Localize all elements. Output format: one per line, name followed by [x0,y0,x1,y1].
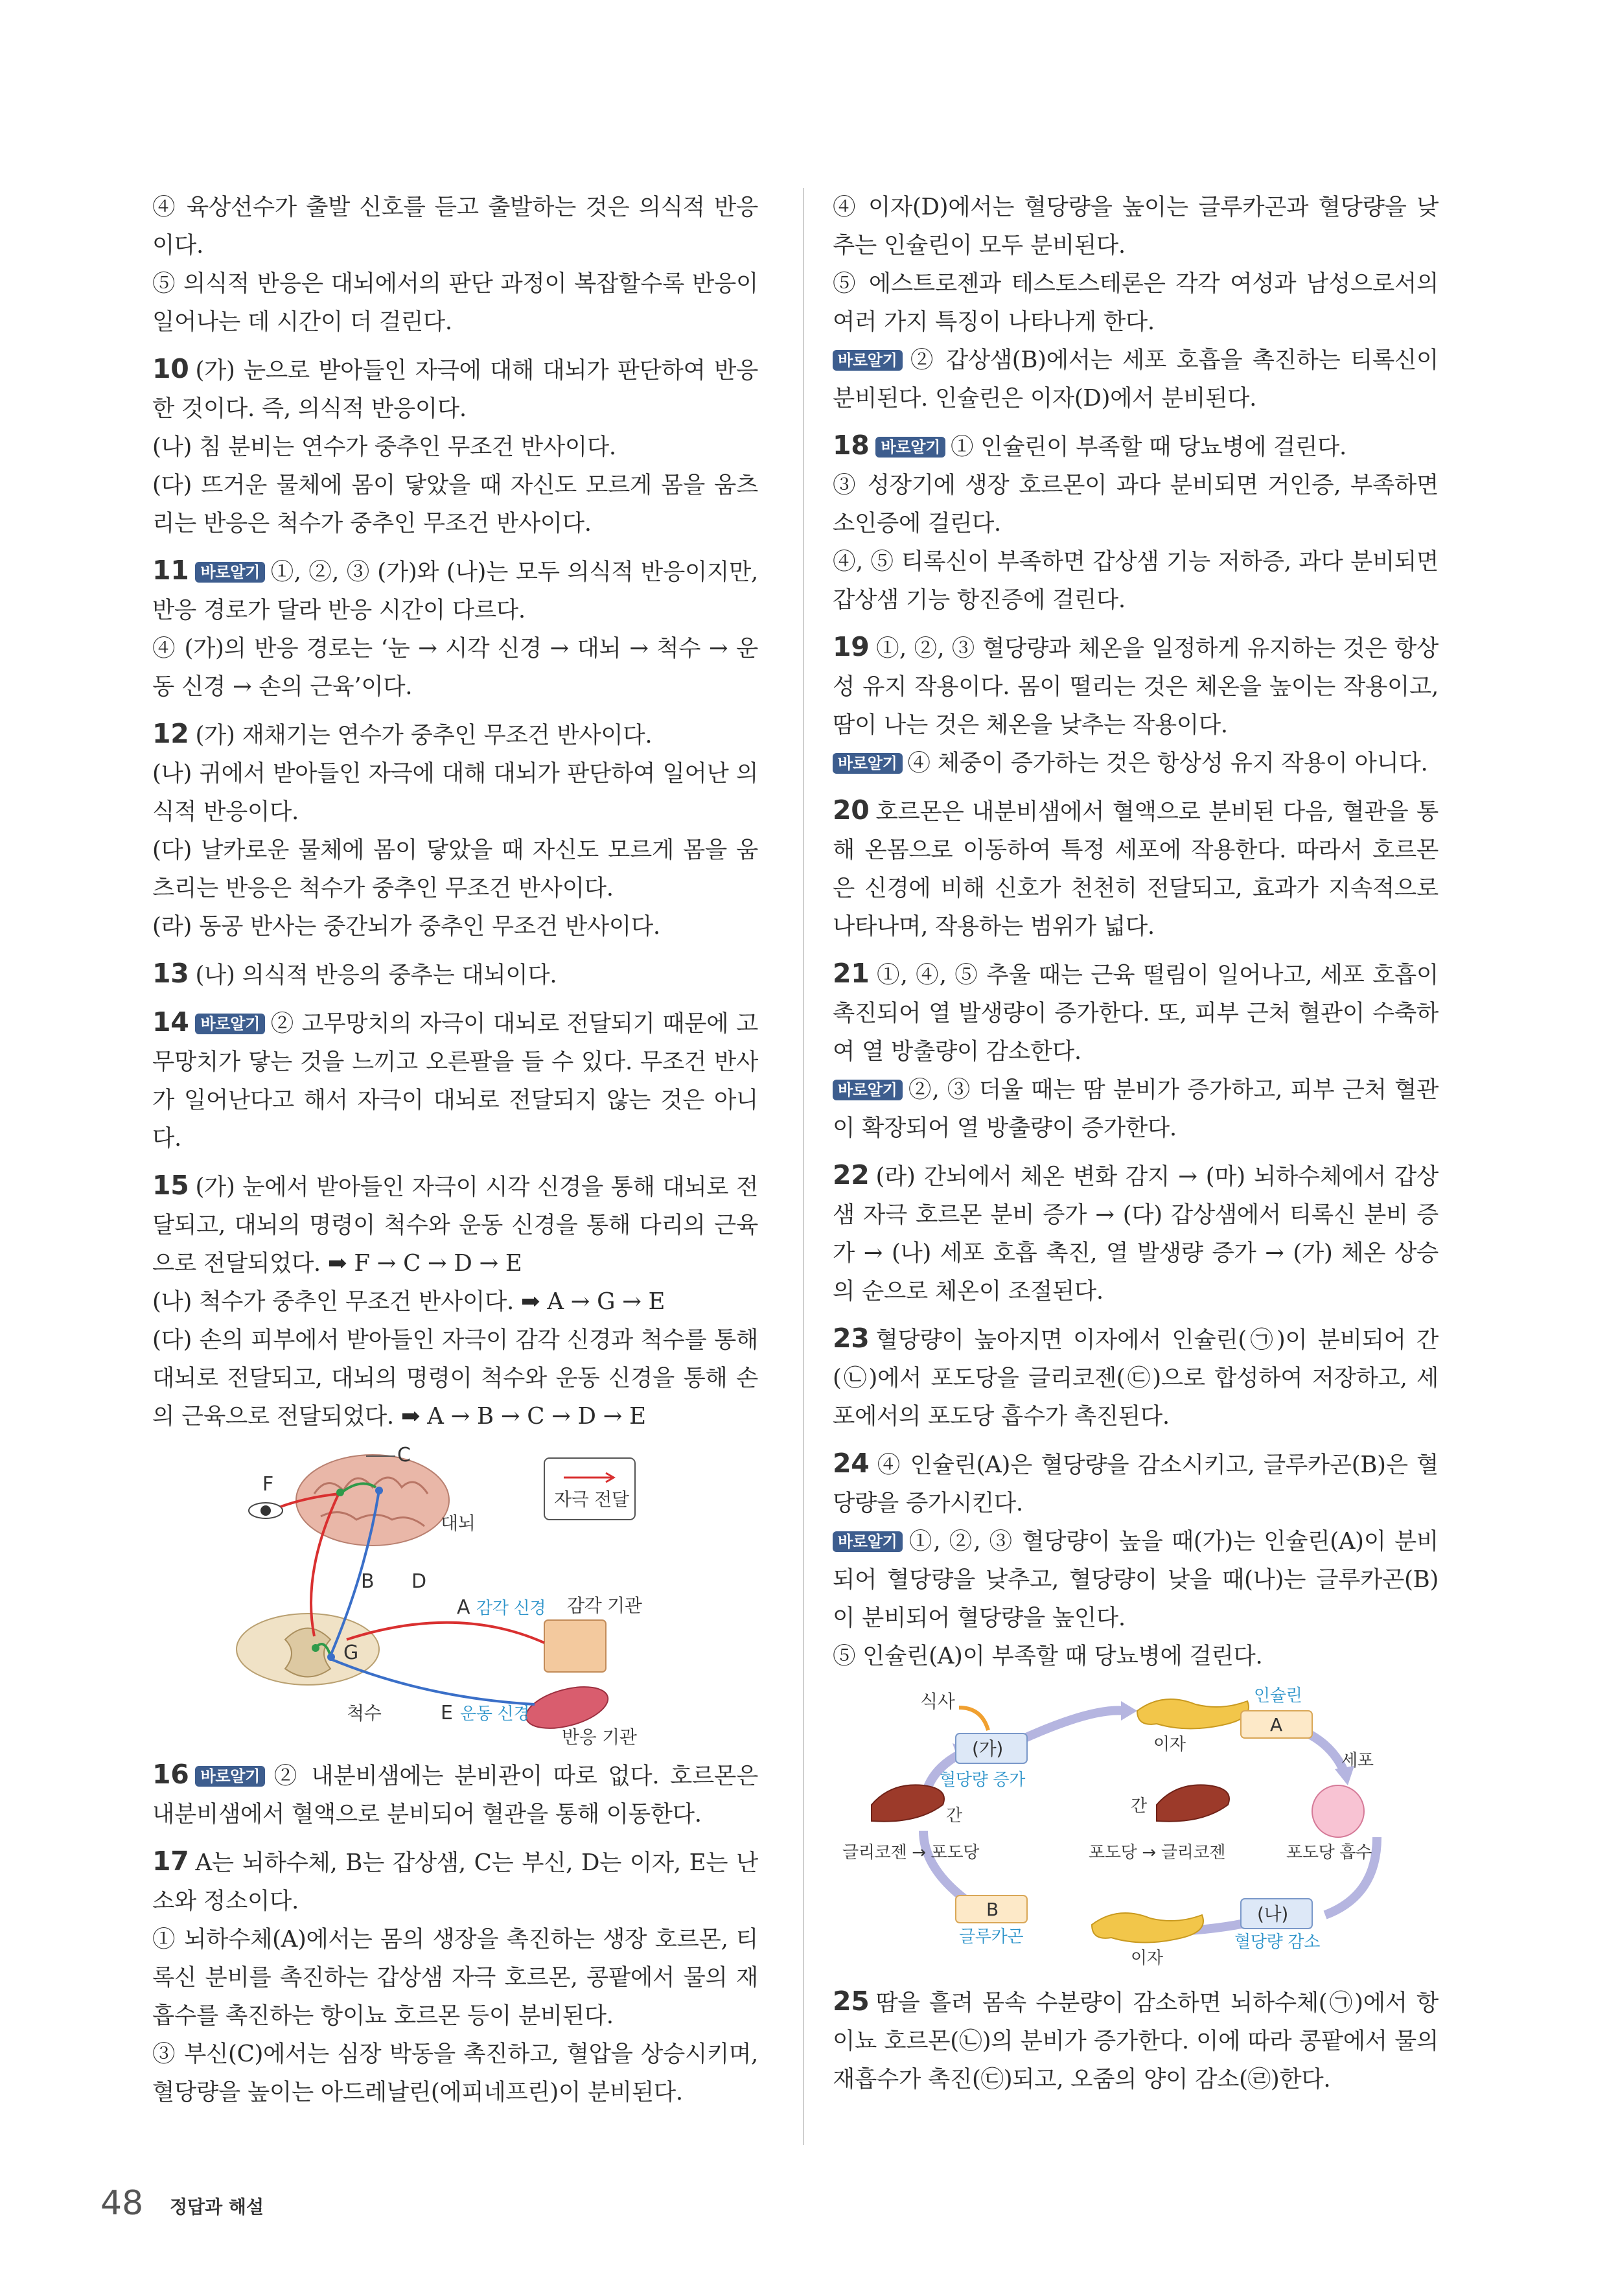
question-14 [152,1003,758,1157]
label-G: G [343,1641,358,1664]
question-13 [152,955,758,994]
correction-badge: 바로알기 [833,1531,903,1552]
answer-text: (나) 척수가 중추인 무조건 반사이다. ➡ A → G → E [152,1288,665,1315]
cell-cluster-icon [1312,1785,1364,1837]
question-25 [833,1982,1439,2098]
answer-text: ③ 부신(C)에서는 심장 박동을 촉진하고, 혈압을 상승시키며, 혈당량을 높이는 아드레날린(에피네프린)이 분비된다. [152,2041,758,2105]
label-ga: (가) [972,1738,1003,1759]
answer-text: ③ 성장기에 생장 호르몬이 과다 분비되면 거인증, 부족하면 소인증에 걸린다. [833,472,1439,537]
answer-text: (다) 날카로운 물체에 몸이 닿았을 때 자신도 모르게 몸을 움츠리는 반응은 척수가 중추인 무조건 반사이다. [152,837,758,901]
question-number: 19 [833,631,870,662]
pancreas-icon-bottom [1092,1913,1203,1943]
label-F: F [262,1473,273,1496]
answer-text: ①, ②, ③ (가)와 (나)는 모두 의식적 반응이지만, 반응 경로가 달라 반응 시간이 다르다. [152,559,758,623]
question-number: 25 [833,1986,870,2017]
label-glycogen-to-glucose: 글리코젠 → 포도당 [842,1843,980,1862]
label-glucose-to-glycogen: 포도당 → 글리코젠 [1089,1843,1226,1862]
question-11 [152,551,758,706]
label-pancreas-bottom: 이자 [1131,1949,1163,1968]
label-B: B [361,1570,375,1593]
answer-text: 혈당량이 높아지면 이자에서 인슐린(㉠)이 분비되어 간(㉡)에서 포도당을 글리코젠(㉢)으로 합성하여 저장하고, 세포에서의 포도당 흡수가 촉진된다. [833,1327,1439,1430]
answer-text: ①, ④, ⑤ 추울 때는 근육 떨림이 일어나고, 세포 호흡이 촉진되어 열 발생량이 증가한다. 또, 피부 근처 혈관이 수축하여 열 방출량이 감소한다. [833,962,1439,1065]
question-number: 23 [833,1323,870,1354]
answer-text: (가) 눈으로 받아들인 자극에 대해 대뇌가 판단하여 반응한 것이다. 즉, 의식적 반응이다. [152,357,758,422]
page-number: 48 [100,2184,144,2223]
answer-text: ①, ②, ③ 혈당량이 높을 때(가)는 인슐린(A)이 분비되어 혈당량을 낮추고, 혈당량이 낮을 때(나)는 글루카곤(B)이 분비되어 혈당량을 높인다. [833,1528,1439,1631]
left-column [152,188,758,2111]
answer-text: ④, ⑤ 티록신이 부족하면 갑상샘 기능 저하증, 과다 분비되면 갑상샘 기능 항진증에 걸린다. [833,548,1439,613]
label-glucose-uptake: 포도당 흡수 [1286,1843,1372,1862]
cycle-arrow-top [1021,1711,1124,1740]
answer-text: ② 고무망치의 자극이 대뇌로 전달되기 때문에 고무망치가 닿는 것을 느끼고 오른팔을 들 수 있다. 무조건 반사가 일어난다고 해서 자극이 대뇌로 전달되지 않는 것은 아니다. [152,1010,758,1152]
correction-badge: 바로알기 [875,437,945,458]
liver-icon-right [1157,1785,1229,1821]
question-15 [152,1166,758,1435]
answer-text: (나) 귀에서 받아들인 자극에 대해 대뇌가 판단하여 일어난 의식적 반응이다. [152,760,758,825]
question-number: 13 [152,958,189,989]
question-20 [833,791,1439,945]
column-divider [803,188,804,2145]
answer-text: (가) 재채기는 연수가 중추인 무조건 반사이다. [195,722,653,748]
correction-badge: 바로알기 [195,562,265,583]
question-22 [833,1156,1439,1310]
answer-text: ⑤ 인슐린(A)이 부족할 때 당뇨병에 걸린다. [833,1643,1263,1669]
answer-text: A는 뇌하수체, B는 갑상샘, C는 부신, D는 이자, E는 난소와 정소이다. [152,1850,758,1914]
label-na: (나) [1257,1903,1288,1925]
label-cell: 세포 [1341,1751,1374,1770]
question-18 [833,426,1439,619]
question-number: 17 [152,1846,189,1877]
answer-text: ④ 체중이 증가하는 것은 항상성 유지 작용이 아니다. [907,750,1428,776]
label-E: E [441,1702,453,1724]
paragraph: ④ 이자(D)에서는 혈당량을 높이는 글루카곤과 혈당량을 낮추는 인슐린이 모두 분비된다. [833,194,1439,259]
question-number: 24 [833,1448,870,1479]
right-column [833,188,1439,2098]
brain-shape [296,1455,449,1546]
label-A: A [1270,1714,1282,1735]
spinal-gray-matter [285,1629,330,1677]
answer-text: 땀을 흘려 몸속 수분량이 감소하면 뇌하수체(㉠)에서 항이뇨 호르몬(㉡)의 분비가 증가한다. 이에 따라 콩팥에서 물의 재흡수가 촉진(㉢)되고, 오줌의 양이 감소(㉣)한다. [833,1989,1439,2093]
question-17 [152,1842,758,2111]
question-10 [152,350,758,542]
pancreas-icon [1137,1699,1249,1729]
paragraph: ⑤ 에스트로젠과 테스토스테론은 각각 여성과 남성으로서의 여러 가지 특징이 나타나게 한다. [833,270,1439,335]
label-spinal-cord: 척수 [347,1702,382,1724]
answer-text: ④ (가)의 반응 경로는 ‘눈 → 시각 신경 → 대뇌 → 척수 → 운동 신경 → 손의 근육’이다. [152,635,758,700]
label-bg-down: 혈당량 감소 [1234,1932,1321,1952]
label-sensory-nerve: 감각 신경 [476,1599,546,1618]
label-brain: 대뇌 [441,1513,476,1534]
question-number: 10 [152,353,189,384]
question-12 [152,715,758,945]
correction-badge: 바로알기 [195,1014,265,1034]
correction-badge: 바로알기 [833,350,903,371]
paragraph: ⑤ 의식적 반응은 대뇌에서의 판단 과정이 복잡할수록 반응이 일어나는 데 시간이 더 걸린다. [152,270,758,335]
nerve-pathway-figure [152,1442,758,1746]
answer-text: ②, ③ 더울 때는 땀 분비가 증가하고, 피부 근처 혈관이 확장되어 열 방출량이 증가한다. [833,1076,1439,1141]
answer-text: ①, ②, ③ 혈당량과 체온을 일정하게 유지하는 것은 항상성 유지 작용이다. 몸이 떨리는 것은 체온을 높이는 작용이고, 땀이 나는 것은 체온을 낮추는 작용이다. [833,635,1439,738]
label-C: C [397,1444,411,1467]
question-16 [152,1756,758,1833]
question-24 [833,1444,1439,1675]
answer-text: (라) 동공 반사는 중간뇌가 중추인 무조건 반사이다. [152,913,660,940]
question-number: 16 [152,1759,189,1790]
question-number: 11 [152,555,189,586]
answer-text: (나) 의식적 반응의 중추는 대뇌이다. [195,962,557,988]
label-motor-nerve: 운동 신경 [460,1704,530,1724]
question-number: 15 [152,1170,189,1201]
correction-badge: 바로알기 [833,753,903,774]
label-effector: 반응 기관 [562,1726,637,1746]
liver-icon-left [872,1785,944,1821]
label-liver-left: 간 [946,1806,962,1826]
answer-text: ① 인슐린이 부족할 때 당뇨병에 걸린다. [951,434,1347,460]
question-number: 12 [152,718,189,749]
label-A: A [457,1596,470,1619]
question-number: 20 [833,794,870,826]
legend-box [544,1458,635,1520]
label-sense-organ: 감각 기관 [567,1595,642,1616]
answer-text: (다) 손의 피부에서 받아들인 자극이 감각 신경과 척수를 통해 대뇌로 전달되고, 대뇌의 명령이 척수와 운동 신경을 통해 손의 근육으로 전달되었다. ➡ A → B → C → D → E [152,1327,758,1430]
question-number: 21 [833,958,870,989]
answer-text: 호르몬은 내분비샘에서 혈액으로 분비된 다음, 혈관을 통해 온몸으로 이동하여 특정 세포에 작용한다. 따라서 호르몬은 신경에 비해 신호가 천천히 전달되고, 효과가 지속적으로 나타나며, 작용하는 범위가 넓다. [833,798,1439,940]
label-bg-up: 혈당량 증가 [940,1770,1026,1790]
answer-text: (나) 침 분비는 연수가 중추인 무조건 반사이다. [152,434,616,460]
label-glucagon: 글루카곤 [959,1927,1024,1947]
answer-text: ① 뇌하수체(A)에서는 몸의 생장을 촉진하는 생장 호르몬, 티록신 분비를 촉진하는 갑상샘 자극 호르몬, 콩팥에서 물의 재흡수를 촉진하는 항이뇨 호르몬 등이 분비된다. [152,1926,758,2029]
food-arrow [959,1708,988,1730]
answer-text: (라) 간뇌에서 체온 변화 감지 → (마) 뇌하수체에서 갑상샘 자극 호르몬 분비 증가 → (다) 갑상샘에서 티록신 분비 증가 → (나) 세포 호흡 촉진, 열 발생량 증가 → (가) 체온 상승의 순으로 체온이 조절된다. [833,1163,1439,1305]
answer-text: (다) 뜨거운 물체에 몸이 닿았을 때 자신도 모르게 몸을 움츠리는 반응은 척수가 중추인 무조건 반사이다. [152,472,758,537]
label-insulin: 인슐린 [1254,1686,1302,1706]
eye-icon [249,1503,283,1518]
legend-label: 자극 전달 [554,1489,629,1510]
answer-text: (가) 눈에서 받아들인 자극이 시각 신경을 통해 대뇌로 전달되고, 대뇌의 명령이 척수와 운동 신경을 통해 다리의 근육으로 전달되었다. ➡ F → C → D → E [152,1174,758,1277]
question-number: 18 [833,430,870,461]
question-number: 14 [152,1006,189,1038]
label-pancreas-top: 이자 [1153,1735,1186,1754]
question-19 [833,628,1439,782]
footer-title: 정답과 해설 [170,2196,264,2218]
question-number: 22 [833,1159,870,1190]
correction-badge: 바로알기 [195,1766,265,1787]
correction-badge: 바로알기 [833,1080,903,1100]
answer-text: ② 내분비샘에는 분비관이 따로 없다. 호르몬은 내분비샘에서 혈액으로 분비되어 혈관을 통해 이동한다. [152,1763,758,1827]
paragraph: ④ 육상선수가 출발 신호를 듣고 출발하는 것은 의식적 반응이다. [152,194,758,259]
label-food: 식사 [920,1691,955,1712]
question-23 [833,1319,1439,1435]
label-liver-right: 간 [1131,1796,1147,1816]
label-B: B [986,1899,999,1920]
question-21 [833,955,1439,1147]
label-D: D [411,1570,426,1593]
answer-text: ④ 인슐린(A)은 혈당량을 감소시키고, 글루카곤(B)은 혈당량을 증가시킨다. [833,1452,1439,1516]
blood-sugar-cycle-figure [833,1682,1439,1973]
sense-organ-shape [544,1620,606,1672]
answer-text: ② 갑상샘(B)에서는 세포 호흡을 촉진하는 티록신이 분비된다. 인슐린은 이자(D)에서 분비된다. [833,347,1439,412]
